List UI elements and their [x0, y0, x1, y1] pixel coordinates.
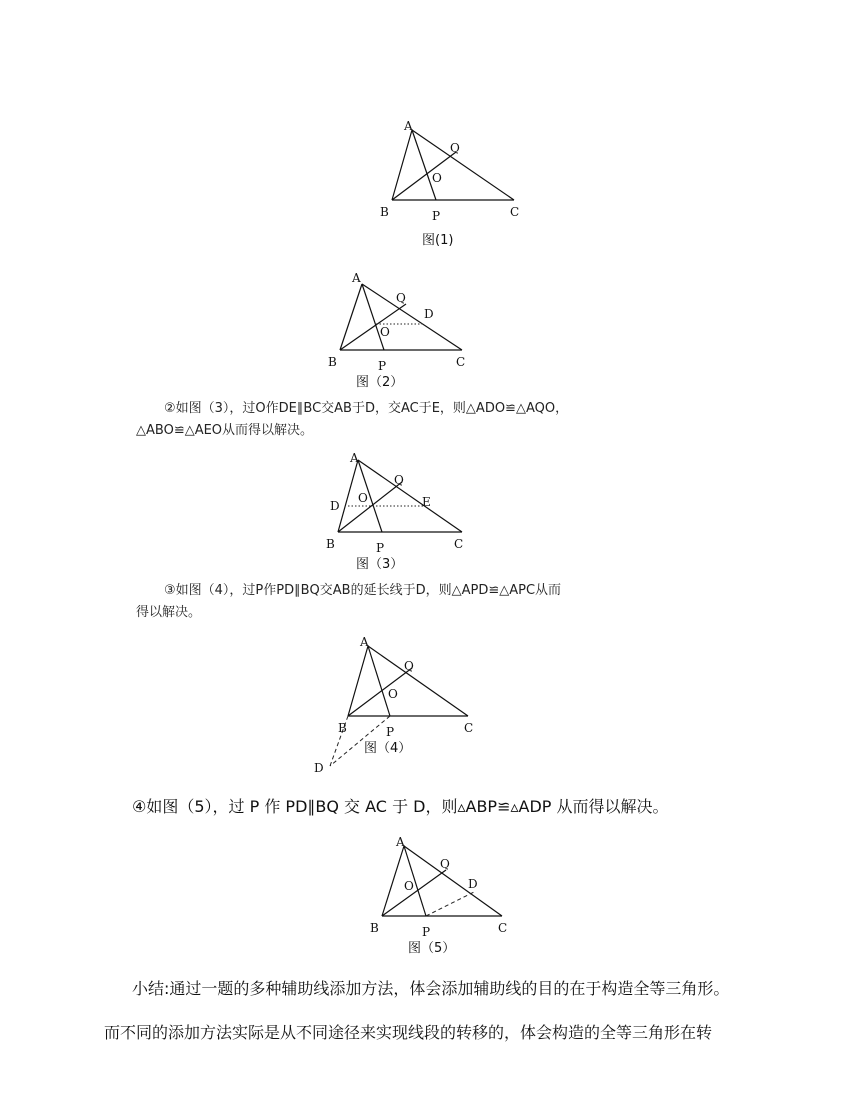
label-b: B	[328, 355, 337, 369]
label-c: C	[510, 205, 520, 219]
label-c: C	[464, 721, 474, 735]
paragraph-method-3-line-2: 得以解决。	[136, 605, 202, 620]
figure-1-caption: 图(1)	[422, 233, 454, 248]
label-c: C	[454, 537, 464, 551]
label-a: A	[404, 119, 413, 133]
label-d: D	[468, 877, 478, 891]
figure-5-caption: 图（5）	[408, 941, 456, 956]
label-d: D	[330, 499, 340, 513]
figure-2	[320, 266, 490, 396]
paragraph-method-2-line-1: ②如图（3），过O作DE∥BC交AB于D，交AC于E，则△ADO≌△AQO，	[164, 401, 569, 416]
label-q: Q	[404, 659, 414, 673]
label-p: P	[422, 925, 431, 939]
label-a: A	[352, 271, 361, 285]
label-o: O	[358, 491, 368, 505]
label-q: Q	[440, 857, 450, 871]
label-a: A	[360, 635, 369, 649]
figure-5	[364, 830, 534, 960]
figure-4	[310, 632, 490, 778]
figure-3	[320, 446, 490, 576]
label-p: P	[376, 541, 385, 555]
label-e: E	[422, 495, 431, 509]
label-a: A	[350, 451, 359, 465]
label-d: D	[424, 307, 434, 321]
summary-line-1: 小结:通过一题的多种辅助线添加方法，体会添加辅助线的目的在于构造全等三角形。	[132, 979, 730, 998]
label-q: Q	[394, 473, 404, 487]
label-c: C	[498, 921, 508, 935]
label-q: Q	[450, 141, 460, 155]
paragraph-method-4: ④如图（5），过 P 作 PD∥BQ 交 AC 于 D，则▵ABP≌▵ADP 从而得以解决。	[132, 797, 669, 816]
figure-2-diagram	[320, 266, 490, 396]
label-q: Q	[396, 291, 406, 305]
paragraph-method-3	[136, 580, 776, 624]
figure-3-diagram	[320, 446, 490, 576]
label-d: D	[314, 761, 324, 775]
label-o: O	[380, 325, 390, 339]
label-o: O	[388, 687, 398, 701]
figure-1	[370, 112, 540, 252]
label-b: B	[326, 537, 335, 551]
figure-4-caption: 图（4）	[364, 741, 412, 756]
label-o: O	[404, 879, 414, 893]
label-c: C	[456, 355, 466, 369]
label-b: B	[370, 921, 379, 935]
label-b: B	[338, 721, 347, 735]
paragraph-method-2	[136, 398, 776, 442]
label-o: O	[432, 171, 442, 185]
figure-4-diagram	[310, 632, 490, 778]
paragraph-method-3-line-1: ③如图（4），过P作PD∥BQ交AB的延长线于D，则△APD≌△APC从而	[164, 583, 562, 598]
label-p: P	[378, 359, 387, 373]
paragraph-method-2-line-2: △ABO≌△AEO从而得以解决。	[136, 423, 314, 438]
label-b: B	[380, 205, 389, 219]
label-a: A	[396, 835, 405, 849]
label-p: P	[432, 209, 441, 223]
label-p: P	[386, 725, 395, 739]
summary-line-2: 而不同的添加方法实际是从不同途径来实现线段的转移的，体会构造的全等三角形在转	[104, 1023, 713, 1042]
figure-3-caption: 图（3）	[356, 557, 404, 572]
figure-2-caption: 图（2）	[356, 375, 404, 390]
figure-5-diagram	[364, 830, 534, 960]
figure-1-diagram	[370, 112, 540, 252]
